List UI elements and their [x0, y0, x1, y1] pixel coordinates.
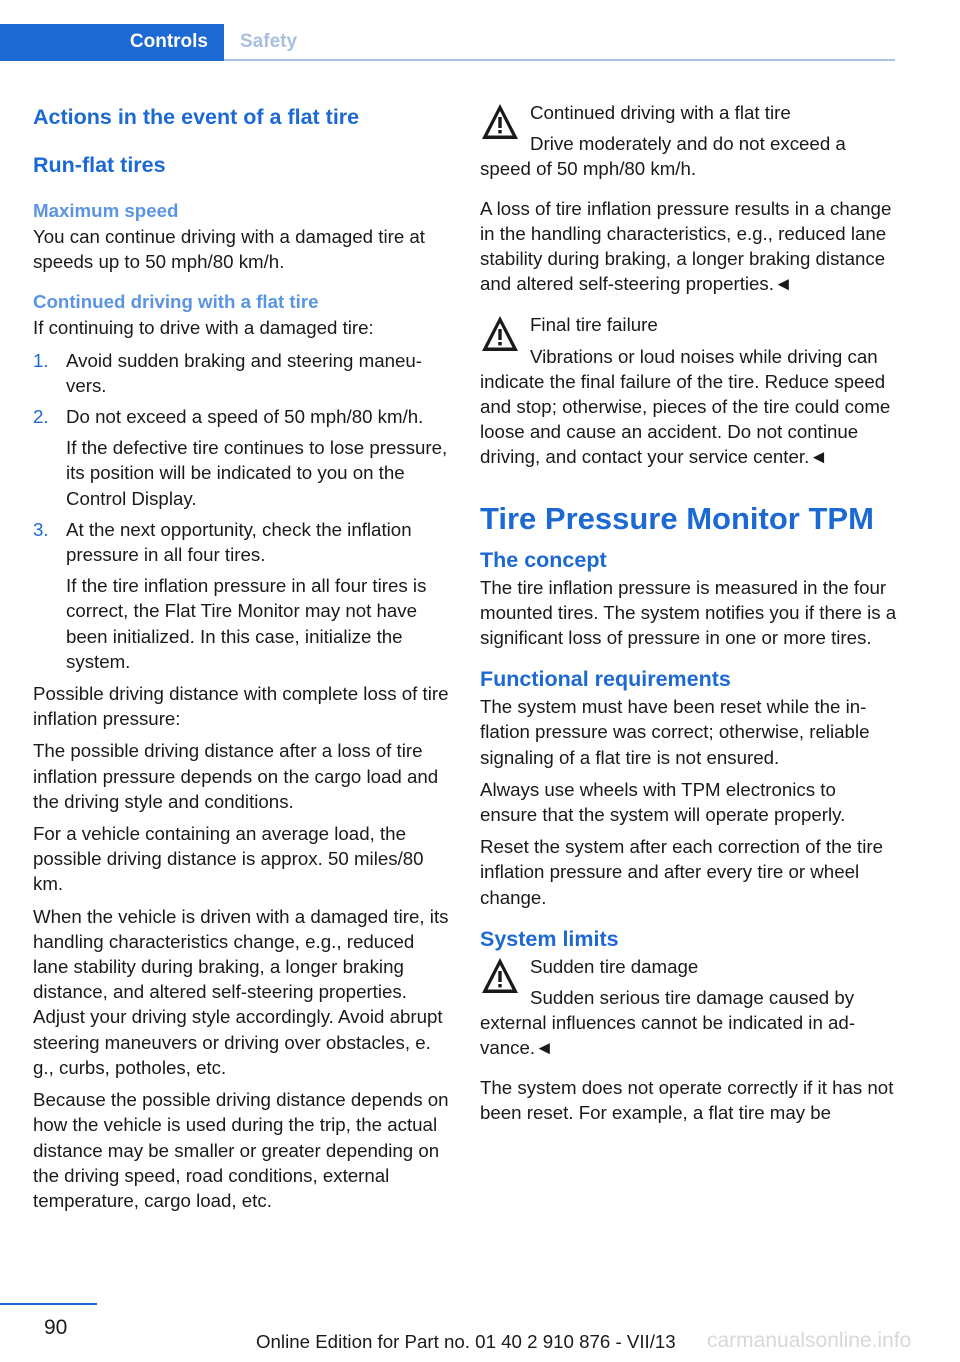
list-item [33, 404, 450, 511]
step-number: 3. [33, 518, 49, 540]
section-title-tpm: Tire Pressure Monitor TPM [480, 500, 874, 536]
step-text: Avoid sudden braking and steering maneuvers. [66, 349, 423, 396]
tab-safety[interactable]: Safety [240, 31, 298, 52]
warning-block-sudden-damage [480, 954, 898, 1068]
paragraph-continued-intro: If continuing to drive with a damaged tire: [33, 317, 374, 339]
footer-rule [0, 1303, 97, 1305]
subheading-system-limits: System limits [480, 926, 619, 951]
subheading-functional-requirements: Functional requirements [480, 667, 731, 692]
paragraph-handling: When the vehicle is driven with a damaged tire, its handling characteristics change, e.g., reduced lane stability during braking, a longer braking distance, and altered self-steering properties. Adjust your driving style accordingly. Avoid abrupt steering maneuvers or driving over obstacles, e. g., curbs, potholes, etc. [33, 905, 449, 1078]
list-item [33, 517, 450, 674]
paragraph-concept: The tire inflation pressure is measured in the four mounted tires. The system notifies you if there is a significant loss of pressure in one or more tires. [480, 576, 897, 649]
list-item [33, 348, 450, 398]
tab-controls[interactable] [0, 24, 224, 61]
warning-title: Continued driving with a flat tire [530, 102, 791, 123]
section-heading-run-flat: Run-flat tires [33, 153, 166, 177]
right-column [480, 100, 898, 1132]
step-text: At the next opportunity, check the inflation pressure in all four tires. [66, 518, 412, 566]
step-text: Do not exceed a speed of 50 mph/80 km/h. [66, 406, 424, 428]
steps-list [33, 348, 450, 674]
warning-triangle-icon [480, 102, 520, 142]
paragraph-reset-after-change: Reset the system after each correction of the tire inflation pressure and after every tire or wheel change. [480, 836, 884, 908]
edition-text: Online Edition for Part no. 01 40 2 910 876 - VII/13 [256, 1331, 676, 1352]
header-tabs [0, 24, 895, 61]
warning-triangle-icon [480, 314, 520, 354]
warning-text: Vibrations or loud noises while driving can indicate the final failure of the tire. Reduce speed and stop; otherwise, pieces of the tire could come loose and cause an accident. Do not continue driving, and contact your service center.◄ [480, 345, 891, 468]
step-extra-text: If the defective tire continues to lose pressure, its position will be indicated to you on the Control Display. [66, 437, 448, 509]
subheading-continued-driving: Continued driving with a flat tire [33, 291, 319, 313]
paragraph-system-limits: The system does not operate correctly if it has not been reset. For example, a flat tire may be [480, 1076, 894, 1123]
warning-title: Final tire failure [530, 314, 658, 336]
paragraph-max-speed: You can continue driving with a damaged tire at speeds up to 50 mph/80 km/h. [33, 226, 425, 273]
paragraph-distance-depends: The possible driving distance after a loss of tire inflation pressure depends on the cargo load and the driving style and conditions. [33, 740, 439, 812]
page-title: Actions in the event of a flat tire [33, 105, 360, 129]
paragraph-loss-of-pressure: A loss of tire inflation pressure results in a change in the handling characteristics, e.g., reduced lane stability during braking, a longer braking distance and altered self-steering properties.◄ [480, 197, 892, 295]
left-column [33, 100, 450, 1220]
tab-divider-line [224, 59, 895, 61]
subheading-maximum-speed: Maximum speed [33, 200, 179, 221]
page-number: 90 [44, 1316, 68, 1339]
paragraph-reset-required: The system must have been reset while the inflation pressure was correct; otherwise, reliable signaling of a flat tire is not ensured. [480, 696, 870, 768]
warning-block-final-failure [480, 312, 898, 476]
warning-title: Sudden tire damage [530, 955, 699, 977]
subheading-concept: The concept [480, 547, 607, 572]
step-extra-text: If the tire inflation pressure in all four tires is correct, the Flat Tire Monitor may not have been initialized. In this case, initialize the system. [66, 575, 427, 672]
watermark: carmanualsonline.info [707, 1329, 912, 1352]
step-number: 1. [33, 349, 49, 371]
warning-text: Drive moderately and do not exceed a speed of 50 mph/80 km/h. [480, 133, 846, 180]
tab-controls-label: Controls [129, 31, 208, 52]
paragraph-possible-distance: Possible driving distance with complete loss of tire inflation pressure: [33, 683, 449, 730]
step-number: 2. [33, 406, 49, 428]
paragraph-actual-distance: Because the possible driving distance depends on how the vehicle is used during the trip, the actual distance may be smaller or greater depending on the driving speed, road conditions, external temperature, cargo load, etc. [33, 1089, 449, 1211]
warning-block-continued-driving [480, 100, 898, 189]
warning-triangle-icon [480, 956, 520, 996]
paragraph-average-load: For a vehicle containing an average load, the possible driving distance is approx. 50 miles/80 km. [33, 823, 424, 895]
warning-text: Sudden serious tire damage caused by external influences cannot be indicated in advance.◄ [480, 987, 856, 1059]
paragraph-tpm-wheels: Always use wheels with TPM electronics to ensure that the system will operate properly. [480, 778, 846, 826]
